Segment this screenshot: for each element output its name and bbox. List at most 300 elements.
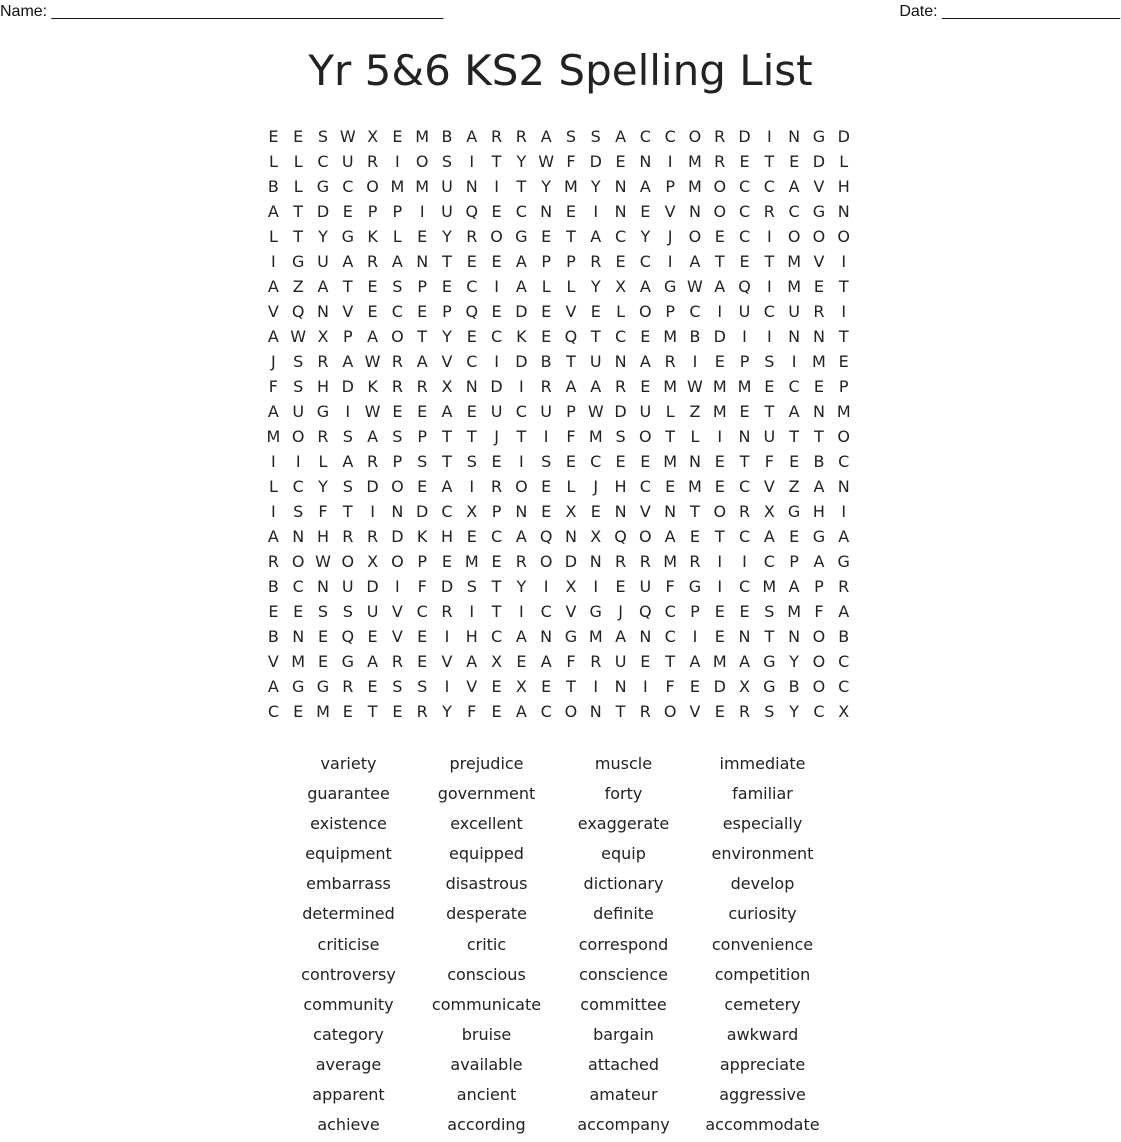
grid-letter: P xyxy=(838,377,849,396)
grid-letter: Y xyxy=(590,177,601,196)
grid-letter: A xyxy=(441,402,453,421)
word-list-item: embarrass xyxy=(306,874,391,894)
grid-letter: E xyxy=(317,627,329,646)
grid-letter: G xyxy=(291,252,305,271)
grid-letter: A xyxy=(540,127,552,146)
grid-letter: C xyxy=(490,327,503,346)
grid-letter: S xyxy=(441,152,453,171)
grid-letter: I xyxy=(494,277,499,296)
grid-letter: I xyxy=(841,302,847,321)
grid-letter: O xyxy=(639,427,652,446)
grid-letter: S xyxy=(466,452,477,471)
grid-letter: V xyxy=(441,652,453,671)
grid-letter: O xyxy=(837,427,851,446)
grid-letter: N xyxy=(515,502,528,521)
grid-letter: C xyxy=(540,602,552,621)
grid-row xyxy=(261,274,856,299)
grid-letter: G xyxy=(837,552,850,571)
grid-letter: E xyxy=(417,302,428,321)
grid-letter: H xyxy=(837,177,850,196)
grid-letter: R xyxy=(540,377,552,396)
grid-row xyxy=(261,499,856,524)
grid-letter: E xyxy=(491,552,502,571)
word-list-item: muscle xyxy=(594,754,653,773)
grid-letter: V xyxy=(813,252,825,271)
grid-letter: L xyxy=(690,427,700,446)
grid-letter: N xyxy=(416,252,429,271)
grid-letter: E xyxy=(789,527,800,546)
grid-letter: C xyxy=(738,577,751,596)
grid-letter: T xyxy=(838,327,849,346)
grid-letter: I xyxy=(642,677,648,696)
word-list-item: equip xyxy=(601,844,646,864)
grid-letter: E xyxy=(293,702,304,721)
grid-letter: R xyxy=(714,127,726,146)
word-list-item: desperate xyxy=(446,904,527,924)
grid-letter: S xyxy=(342,602,353,621)
grid-letter: E xyxy=(764,377,775,396)
grid-letter: E xyxy=(516,652,527,671)
grid-letter: E xyxy=(615,452,626,471)
grid-letter: Q xyxy=(738,277,751,296)
grid-letter: F xyxy=(566,152,576,171)
grid-letter: Q xyxy=(639,602,652,621)
grid-letter: I xyxy=(692,352,698,371)
grid-letter: F xyxy=(814,602,824,621)
grid-letter: C xyxy=(342,177,354,196)
grid-letter: L xyxy=(268,152,278,171)
word-list-item: especially xyxy=(722,814,803,834)
grid-letter: L xyxy=(268,227,278,246)
grid-letter: A xyxy=(689,252,701,271)
word-list-item: aggressive xyxy=(719,1085,806,1105)
grid-letter: H xyxy=(440,527,453,546)
grid-letter: M xyxy=(316,702,330,721)
grid-letter: Z xyxy=(788,477,800,496)
grid-letter: R xyxy=(590,252,602,271)
grid-letter: R xyxy=(367,527,379,546)
grid-letter: N xyxy=(738,627,751,646)
grid-letter: E xyxy=(640,327,651,346)
grid-letter: E xyxy=(441,552,453,571)
grid-letter: N xyxy=(788,127,801,146)
grid-row xyxy=(261,224,856,249)
word-list-item: according xyxy=(447,1115,526,1135)
grid-letter: P xyxy=(442,302,452,321)
grid-letter: S xyxy=(317,127,329,146)
grid-letter: W xyxy=(315,552,331,571)
word-list-item: equipment xyxy=(305,844,392,864)
word-list-item: conscious xyxy=(447,964,526,984)
grid-letter: N xyxy=(465,377,478,396)
grid-letter: A xyxy=(515,627,527,646)
word-list-item: immediate xyxy=(719,754,806,773)
grid-letter: P xyxy=(541,252,551,271)
grid-letter: N xyxy=(292,527,305,546)
grid-letter: C xyxy=(515,402,527,421)
grid-letter: X xyxy=(367,127,379,146)
grid-letter: C xyxy=(738,227,751,246)
grid-letter: G xyxy=(812,527,826,546)
grid-letter: Y xyxy=(590,277,601,296)
word-list-item: develop xyxy=(730,874,795,894)
grid-letter: E xyxy=(615,577,626,596)
grid-letter: W xyxy=(687,277,703,296)
grid-letter: I xyxy=(841,252,847,271)
grid-letter: C xyxy=(763,302,775,321)
grid-letter: E xyxy=(689,677,700,696)
grid-letter: I xyxy=(766,127,772,146)
grid-letter: U xyxy=(639,402,652,421)
grid-row xyxy=(261,149,856,174)
grid-letter: I xyxy=(593,677,599,696)
grid-letter: T xyxy=(764,627,775,646)
grid-letter: D xyxy=(713,677,726,696)
grid-letter: P xyxy=(566,402,576,421)
grid-letter: E xyxy=(565,202,577,221)
word-list-item: apparent xyxy=(312,1085,385,1105)
grid-letter: E xyxy=(392,402,403,421)
grid-letter: Q xyxy=(291,302,305,321)
word-list-item: communicate xyxy=(431,994,542,1014)
grid-letter: X xyxy=(317,327,329,346)
grid-letter: N xyxy=(639,627,652,646)
grid-letter: R xyxy=(391,352,403,371)
grid-letter: R xyxy=(416,702,428,721)
grid-letter: P xyxy=(367,202,378,221)
grid-letter: T xyxy=(442,252,452,271)
grid-letter: E xyxy=(665,477,676,496)
grid-letter: E xyxy=(466,527,477,546)
word-list-item: government xyxy=(437,784,536,804)
word-list-item: critic xyxy=(466,934,507,954)
grid-letter: I xyxy=(271,452,276,471)
grid-letter: X xyxy=(491,652,503,671)
grid-letter: A xyxy=(515,252,527,271)
grid-letter: M xyxy=(663,377,678,396)
grid-letter: Y xyxy=(442,227,452,246)
grid-letter: N xyxy=(837,202,850,221)
grid-letter: F xyxy=(665,577,675,596)
grid-letter: A xyxy=(714,277,726,296)
grid-letter: N xyxy=(738,427,751,446)
grid-letter: X xyxy=(367,552,379,571)
grid-letter: T xyxy=(714,527,725,546)
grid-letter: E xyxy=(417,627,428,646)
grid-letter: I xyxy=(345,402,351,421)
grid-letter: V xyxy=(342,302,354,321)
grid-letter: V xyxy=(813,177,825,196)
grid-letter: T xyxy=(764,152,775,171)
grid-letter: A xyxy=(367,427,379,446)
grid-letter: O xyxy=(341,552,355,571)
word-list xyxy=(279,751,833,1142)
page-title: Yr 5&6 KS2 Spelling List xyxy=(308,46,813,95)
grid-letter: G xyxy=(316,177,330,196)
grid-letter: O xyxy=(366,177,379,196)
grid-letter: C xyxy=(664,627,676,646)
word-list-item: dictionary xyxy=(583,874,664,894)
grid-letter: A xyxy=(267,327,279,346)
grid-letter: E xyxy=(640,377,651,396)
grid-letter: O xyxy=(837,227,851,246)
grid-letter: T xyxy=(293,227,304,246)
grid-letter: R xyxy=(639,552,651,571)
grid-letter: R xyxy=(664,352,676,371)
grid-letter: T xyxy=(491,152,502,171)
grid-letter: A xyxy=(615,127,627,146)
grid-letter: I xyxy=(766,227,772,246)
grid-letter: C xyxy=(738,202,751,221)
grid-letter: N xyxy=(639,152,652,171)
grid-letter: L xyxy=(839,152,849,171)
grid-letter: O xyxy=(391,477,404,496)
grid-letter: A xyxy=(664,527,676,546)
grid-letter: E xyxy=(739,402,750,421)
grid-letter: Z xyxy=(292,277,304,296)
grid-letter: A xyxy=(342,352,354,371)
grid-letter: R xyxy=(441,602,453,621)
grid-letter: T xyxy=(615,702,626,721)
grid-letter: S xyxy=(417,452,428,471)
grid-letter: O xyxy=(639,302,652,321)
grid-letter: E xyxy=(590,502,601,521)
grid-letter: O xyxy=(291,552,305,571)
word-list-item: equipped xyxy=(449,844,524,864)
grid-letter: E xyxy=(491,677,502,696)
grid-letter: E xyxy=(541,327,552,346)
grid-letter: I xyxy=(469,477,475,496)
grid-letter: D xyxy=(515,302,528,321)
grid-letter: J xyxy=(593,477,599,496)
grid-letter: E xyxy=(417,227,428,246)
grid-letter: T xyxy=(714,252,725,271)
grid-letter: M xyxy=(787,277,802,296)
grid-letter: M xyxy=(836,402,851,421)
grid-letter: Q xyxy=(465,302,479,321)
grid-row xyxy=(261,374,856,399)
grid-letter: P xyxy=(814,577,824,596)
grid-letter: B xyxy=(838,627,850,646)
grid-letter: S xyxy=(293,502,304,521)
grid-letter: E xyxy=(640,652,651,671)
grid-letter: R xyxy=(738,502,751,521)
grid-letter: A xyxy=(317,277,329,296)
grid-row xyxy=(261,699,856,724)
grid-letter: U xyxy=(341,152,354,171)
grid-letter: G xyxy=(688,577,702,596)
grid-letter: R xyxy=(491,127,503,146)
grid-letter: N xyxy=(812,327,825,346)
grid-letter: R xyxy=(367,252,379,271)
grid-letter: E xyxy=(714,352,725,371)
grid-letter: Y xyxy=(516,577,527,596)
grid-letter: P xyxy=(417,552,427,571)
grid-letter: M xyxy=(415,177,430,196)
word-list-item: convenience xyxy=(711,934,814,954)
grid-letter: C xyxy=(590,452,602,471)
grid-letter: A xyxy=(466,652,478,671)
grid-letter: O xyxy=(515,477,528,496)
grid-letter: V xyxy=(565,602,577,621)
grid-letter: M xyxy=(688,152,702,171)
grid-letter: E xyxy=(466,327,477,346)
grid-letter: R xyxy=(367,152,379,171)
grid-letter: H xyxy=(465,627,478,646)
grid-letter: P xyxy=(566,252,576,271)
grid-letter: D xyxy=(391,527,404,546)
grid-letter: E xyxy=(541,677,552,696)
grid-letter: E xyxy=(367,677,378,696)
grid-letter: I xyxy=(469,152,475,171)
grid-letter: B xyxy=(441,127,453,146)
grid-letter: R xyxy=(763,202,775,221)
grid-letter: Y xyxy=(789,702,800,721)
grid-letter: N xyxy=(292,627,305,646)
grid-letter: R xyxy=(639,702,651,721)
grid-letter: G xyxy=(763,652,776,671)
grid-letter: S xyxy=(293,352,304,371)
grid-letter: F xyxy=(467,702,477,721)
grid-letter: T xyxy=(367,702,378,721)
grid-letter: R xyxy=(590,652,602,671)
grid-letter: N xyxy=(688,202,701,221)
grid-letter: S xyxy=(590,127,601,146)
word-list-item: familiar xyxy=(732,784,793,804)
word-list-item: determined xyxy=(302,904,395,924)
grid-letter: N xyxy=(540,627,553,646)
grid-letter: U xyxy=(441,202,453,221)
grid-letter: R xyxy=(391,652,403,671)
grid-letter: T xyxy=(739,452,750,471)
grid-letter: I xyxy=(593,202,599,221)
grid-letter: O xyxy=(812,227,826,246)
grid-letter: B xyxy=(267,177,279,196)
grid-letter: U xyxy=(490,402,503,421)
grid-letter: I xyxy=(444,627,450,646)
grid-letter: Y xyxy=(789,652,800,671)
grid-letter: I xyxy=(766,277,772,296)
grid-letter: W xyxy=(587,402,604,421)
grid-letter: V xyxy=(565,302,577,321)
grid-letter: A xyxy=(267,527,279,546)
grid-letter: N xyxy=(788,327,801,346)
grid-letter: E xyxy=(342,702,353,721)
grid-letter: U xyxy=(317,252,329,271)
grid-letter: C xyxy=(540,702,552,721)
grid-letter: M xyxy=(588,427,603,446)
grid-letter: E xyxy=(615,152,626,171)
grid-letter: A xyxy=(639,277,651,296)
grid-letter: M xyxy=(464,552,479,571)
grid-letter: I xyxy=(395,152,400,171)
grid-letter: M xyxy=(390,177,405,196)
grid-letter: W xyxy=(364,352,381,371)
grid-letter: M xyxy=(787,602,802,621)
grid-letter: P xyxy=(342,327,353,346)
grid-row xyxy=(261,124,856,149)
grid-letter: E xyxy=(789,152,800,171)
grid-letter: M xyxy=(688,477,702,496)
grid-letter: N xyxy=(391,502,404,521)
grid-letter: W xyxy=(290,327,307,346)
grid-letter: E xyxy=(541,477,552,496)
grid-letter: Q xyxy=(564,327,578,346)
grid-letter: I xyxy=(370,502,375,521)
grid-letter: S xyxy=(466,577,477,596)
grid-letter: S xyxy=(392,427,403,446)
grid-letter: M xyxy=(737,377,752,396)
grid-letter: X xyxy=(739,677,751,696)
grid-letter: T xyxy=(342,502,353,521)
word-list-item: amateur xyxy=(589,1085,658,1105)
grid-letter: R xyxy=(466,227,478,246)
grid-letter: C xyxy=(441,502,453,521)
grid-letter: A xyxy=(367,327,379,346)
grid-letter: V xyxy=(664,202,676,221)
grid-letter: C xyxy=(639,477,651,496)
grid-letter: D xyxy=(738,127,751,146)
grid-letter: I xyxy=(494,352,499,371)
grid-letter: F xyxy=(566,427,576,446)
grid-letter: I xyxy=(469,602,475,621)
grid-letter: E xyxy=(317,652,329,671)
grid-row xyxy=(261,249,856,274)
grid-letter: G xyxy=(812,202,826,221)
grid-letter: D xyxy=(564,552,578,571)
grid-letter: A xyxy=(267,202,279,221)
grid-letter: V xyxy=(267,652,279,671)
grid-row xyxy=(261,549,856,574)
grid-letter: N xyxy=(465,177,478,196)
grid-letter: J xyxy=(271,352,276,371)
grid-letter: B xyxy=(813,452,825,471)
grid-letter: A xyxy=(565,377,577,396)
grid-letter: N xyxy=(614,202,627,221)
word-list-item: curiosity xyxy=(728,904,797,924)
grid-letter: E xyxy=(640,202,651,221)
grid-letter: N xyxy=(589,552,602,571)
grid-letter: O xyxy=(713,202,727,221)
grid-letter: O xyxy=(812,627,826,646)
grid-letter: O xyxy=(787,227,801,246)
grid-letter: A xyxy=(788,402,800,421)
word-list-item: variety xyxy=(320,754,377,773)
grid-letter: O xyxy=(663,702,677,721)
grid-letter: M xyxy=(812,352,826,371)
grid-letter: U xyxy=(589,352,602,371)
grid-letter: K xyxy=(516,327,527,346)
grid-letter: U xyxy=(441,177,453,196)
grid-letter: O xyxy=(688,227,702,246)
word-list-item: attached xyxy=(587,1054,660,1074)
grid-letter: D xyxy=(614,402,627,421)
grid-letter: L xyxy=(293,177,303,196)
grid-letter: T xyxy=(566,352,576,371)
grid-letter: E xyxy=(342,202,353,221)
grid-letter: E xyxy=(466,252,477,271)
grid-letter: M xyxy=(663,552,678,571)
grid-letter: C xyxy=(664,602,676,621)
grid-letter: V xyxy=(391,627,403,646)
grid-letter: F xyxy=(417,577,427,596)
grid-letter: S xyxy=(615,427,626,446)
grid-letter: P xyxy=(739,352,750,371)
grid-letter: U xyxy=(639,577,652,596)
grid-letter: C xyxy=(416,602,428,621)
grid-letter: X xyxy=(763,502,775,521)
grid-letter: I xyxy=(271,252,276,271)
